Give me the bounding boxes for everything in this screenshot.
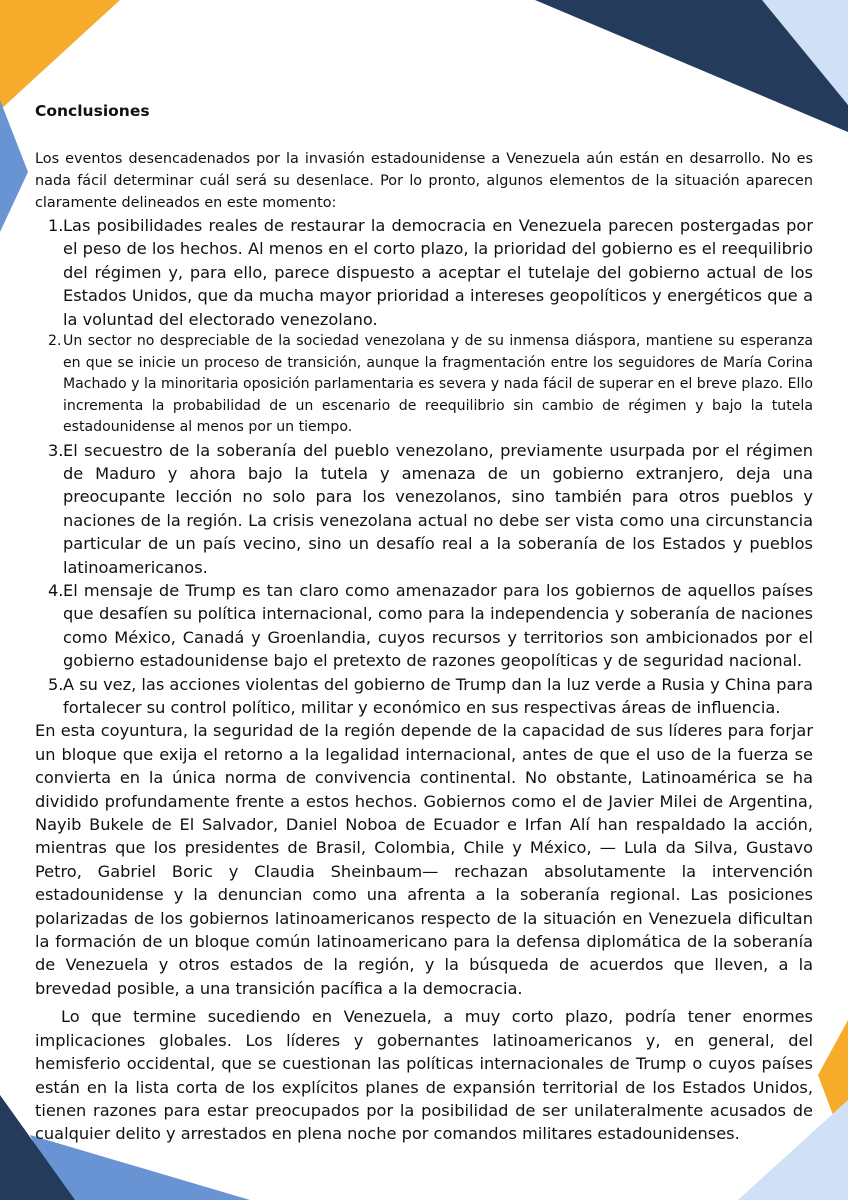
list-item-text: A su vez, las acciones violentas del gobierno de Trump dan la luz verde a Rusia y China para fortalecer su control político, militar y económico en sus respectivas áreas de influencia. — [63, 674, 813, 717]
orange-corner-shape-top-left — [0, 0, 120, 110]
body-paragraph-global-implications: Lo que termine sucediendo en Venezuela, a muy corto plazo, podría tener enormes implicaciones globales. Los líderes y gobernantes latinoamericanos y, en general, del hemisferio occidental, que se cuestionan las políticas internacionales de Trump o cuyos países están en la lista corta de los explícitos planes de expansión territorial de los Estados Unidos, tienen razones para estar preocupados por la posibilidad de ser unilateralmente acusados de cualquier delito y arrestados en plena noche por comandos militares estadounidenses. — [35, 1007, 813, 1144]
list-item-number: 2. — [48, 333, 62, 350]
section-heading: Conclusiones — [35, 102, 150, 120]
list-item-text: Las posibilidades reales de restaurar la democracia en Venezuela parecen postergadas por el peso de los hechos. Al menos en el corto plazo, la prioridad del gobierno es el reequilibrio del régimen y, para ello, parece dispuesto a aceptar el tutelaje del gobierno actual de los Estados Unidos, que da mucha mayor prioridad a intereses geopolíticos y energéticos que a la voluntad del electorado venezolano. — [63, 216, 813, 329]
list-item-text: El mensaje de Trump es tan claro como amenazador para los gobiernos de aquellos países que desafíen su política internacional, como para la independencia y soberanía de naciones como México, Canadá y Groenlandia, cuyos recursos y territorios son ambicionados por el gobierno estadounidense bajo el pretexto de razones geopolíticas y de seguridad nacional. — [63, 580, 813, 671]
list-item — [35, 331, 813, 439]
list-item — [35, 439, 813, 579]
list-item-number: 3. — [48, 440, 64, 460]
list-item — [35, 673, 813, 720]
list-item-number: 5. — [48, 674, 64, 694]
document-body — [35, 100, 813, 1146]
intro-paragraph: Los eventos desencadenados por la invasión estadounidense a Venezuela aún están en desarrollo. No es nada fácil determinar cuál será su desenlace. Por lo pronto, algunos elementos de la situación aparecen claramente delineados en este momento: — [35, 151, 813, 211]
body-paragraph-regional-security: En esta coyuntura, la seguridad de la región depende de la capacidad de sus líderes para forjar un bloque que exija el retorno a la legalidad internacional, antes de que el uso de la fuerza se convierta en la única norma de convivencia continental. No obstante, Latinoamérica se ha dividido profundamente frente a estos hechos. Gobiernos como el de Javier Milei de Argentina, Nayib Bukele de El Salvador, Daniel Noboa de Ecuador e Irfan Alí han respaldado la acción, mientras que los presidentes de Brasil, Colombia, Chile y México, — Lula da Silva, Gustavo Petro, Gabriel Boric y Claudia Sheinbaum— rechazan absolutamente la intervención estadounidense y la denuncian como una afrenta a la soberanía regional. Las posiciones polarizadas de los gobiernos latinoamericanos respecto de la situación en Venezuela dificultan la formación de un bloque común latinoamericano para la defensa diplomática de la soberanía de Venezuela y otros estados de la región, y la búsqueda de acuerdos que lleven, a la brevedad posible, a una transición pacífica a la democracia. — [35, 721, 813, 998]
list-item-text: El secuestro de la soberanía del pueblo venezolano, previamente usurpada por el régimen de Maduro y ahora bajo la tutela y amenaza de un gobierno extranjero, deja una preocupante lección no solo para los venezolanos, sino también para otros pueblos y naciones de la región. La crisis venezolana actual no debe ser vista como una circunstancia particular de un país vecino, sino un desafío real a la soberanía de los Estados y pueblos latinoamericanos. — [63, 440, 813, 577]
list-item-number: 4. — [48, 580, 64, 600]
list-item — [35, 579, 813, 673]
list-item — [35, 214, 813, 331]
conclusions-list — [35, 214, 813, 719]
list-item-number: 1. — [48, 216, 64, 235]
list-item-text: Un sector no despreciable de la sociedad venezolana y de su inmensa diáspora, mantiene su esperanza en que se inicie un proceso de transición, aunque la fragmentación entre los seguidores de María Corina Machado y la minoritaria oposición parlamentaria es severa y nada fácil de superar en el breve plazo. Ello incrementa la probabilidad de un escenario de reequilibrio sin cambio de régimen y bajo la tutela estadounidense al menos por un tiempo. — [63, 333, 813, 436]
blue-corner-shape-left — [0, 100, 28, 232]
